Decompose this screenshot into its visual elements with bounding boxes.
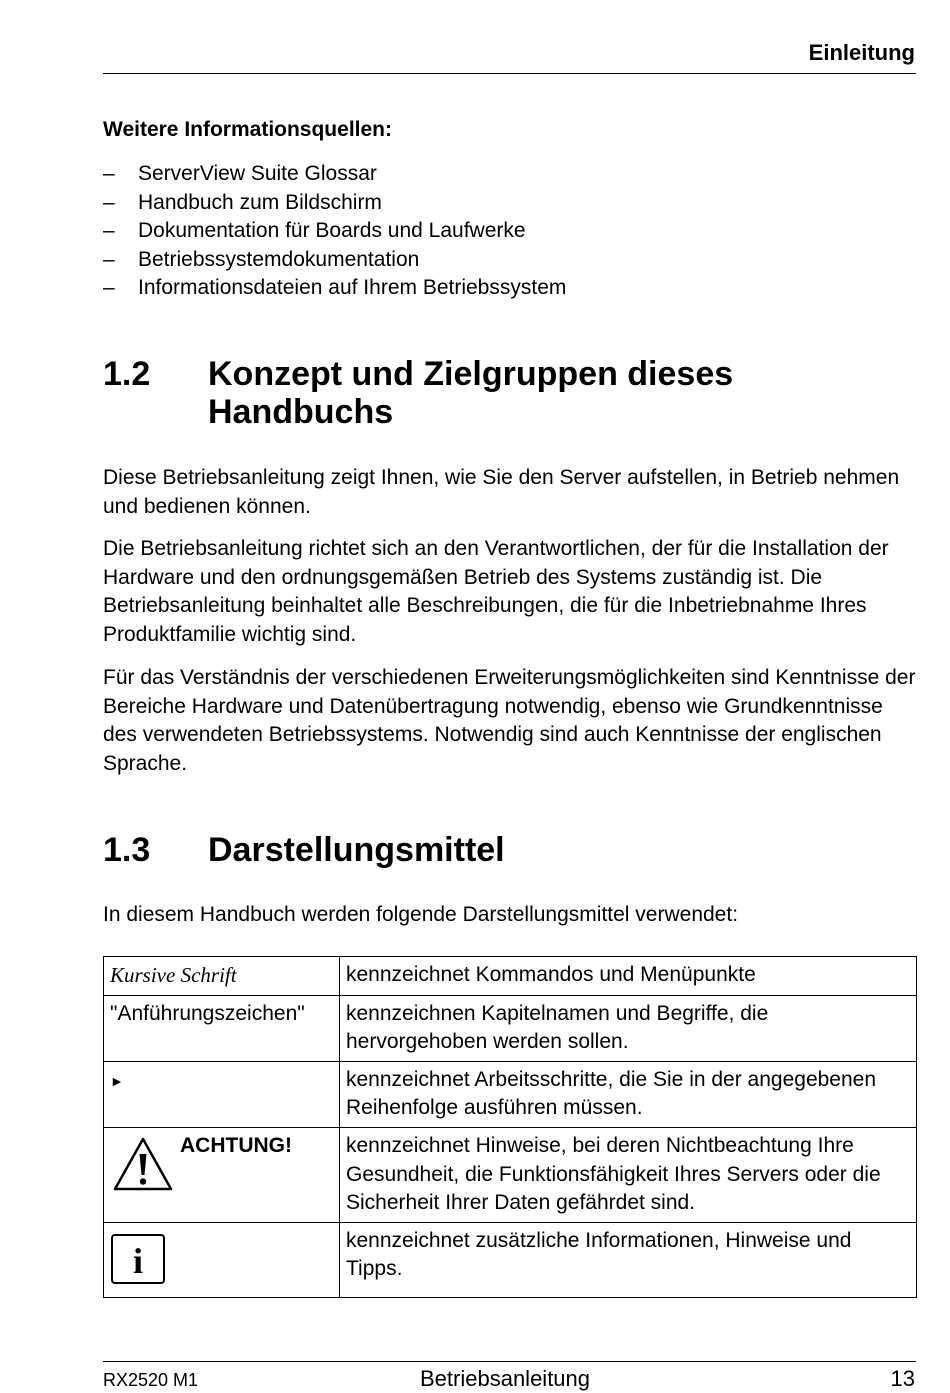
section-title-line: Handbuchs xyxy=(208,393,394,431)
sources-heading: Weitere Informationsquellen: xyxy=(103,118,392,141)
table-row xyxy=(104,1061,917,1127)
table-cell-description: kennzeichnet zusätzliche Informationen, Hinweise und Tipps. xyxy=(340,1222,917,1298)
table-cell-description: kennzeichnet Hinweise, bei deren Nichtbeachtung Ihre Gesundheit, die Funktionsfähigkeit Ihres Servers oder die Sicherheit Ihrer Daten gefährdet sind. xyxy=(340,1127,917,1222)
section-intro: In diesem Handbuch werden folgende Darstellungsmittel verwendet: xyxy=(103,903,739,926)
list-item-text: Dokumentation für Boards und Laufwerke xyxy=(138,219,526,243)
warning-label: ACHTUNG! xyxy=(180,1133,292,1157)
svg-text:i: i xyxy=(132,1240,144,1281)
table-cell-symbol xyxy=(104,957,340,996)
table-cell-description: kennzeichnet Arbeitsschritte, die Sie in der angegebenen Reihenfolge ausführen müssen. xyxy=(340,1061,917,1127)
list-item-text: Handbuch zum Bildschirm xyxy=(138,190,382,214)
list-bullet: – xyxy=(103,219,115,243)
list-item-text: Informationsdateien auf Ihrem Betriebssystem xyxy=(138,276,567,300)
list-item-text: Betriebssystemdokumentation xyxy=(138,247,420,271)
list-bullet: – xyxy=(103,162,115,185)
warning-triangle-icon xyxy=(112,1136,174,1192)
paragraph: Diese Betriebsanleitung zeigt Ihnen, wie Sie den Server aufstellen, in Betrieb nehmen und bedienen können. xyxy=(103,466,900,518)
table-cell-description: kennzeichnet Kommandos und Menüpunkte xyxy=(340,957,917,996)
section-title: Darstellungsmittel xyxy=(208,831,505,869)
list-bullet: – xyxy=(103,276,115,300)
list-item xyxy=(103,246,566,275)
list-item xyxy=(103,160,566,189)
list-item xyxy=(103,274,566,303)
page-number: 13 xyxy=(890,1366,915,1391)
table-cell-symbol xyxy=(104,1222,340,1298)
footer-model: RX2520 M1 xyxy=(103,1370,199,1390)
list-item xyxy=(103,217,566,246)
list-item xyxy=(103,189,566,218)
paragraph: Die Betriebsanleitung richtet sich an den Verantwortlichen, der für die Installation der Hardware und den ordnungsgemäßen Betrieb des Systems zuständig ist. Die Betriebsanleitung beinhaltet alle Beschreibungen, die für die Inbetriebnahme Ihres Produktfamilie wichtig sind. xyxy=(103,537,889,646)
footer-rule xyxy=(103,1361,916,1362)
table-cell-description: kennzeichnen Kapitelnamen und Begriffe, die hervorgehoben werden sollen. xyxy=(340,995,917,1061)
table-cell-symbol xyxy=(104,1127,340,1222)
list-bullet: – xyxy=(103,190,115,214)
section-title xyxy=(208,355,733,431)
conventions-table xyxy=(103,956,917,1298)
paragraph: Für das Verständnis der verschiedenen Erweiterungsmöglichkeiten sind Kenntnisse der Bereiche Hardware und Datenübertragung notwendig, ebenso wie Grundkenntnisse des verwendeten Betriebssystems. Notwendig sind auch Kenntnisse der englischen Sprache. xyxy=(103,666,916,775)
section-title-line: Konzept und Zielgruppen dieses xyxy=(208,355,734,393)
footer-doc-title: Betriebsanleitung xyxy=(420,1366,591,1391)
arrow-right-icon: ► xyxy=(110,1072,124,1089)
table-row xyxy=(104,995,917,1061)
info-icon xyxy=(110,1233,166,1285)
sources-list xyxy=(103,160,566,303)
table-cell-symbol: "Anführungszeichen" xyxy=(104,995,340,1061)
section-number: 1.3 xyxy=(103,831,151,869)
list-bullet: – xyxy=(103,247,115,271)
running-header-title: Einleitung xyxy=(808,40,915,65)
italic-sample: Kursive Schrift xyxy=(110,963,237,987)
section-number: 1.2 xyxy=(103,355,151,393)
header-rule xyxy=(103,73,916,74)
list-item-text: ServerView Suite Glossar xyxy=(138,162,377,185)
table-row xyxy=(104,1222,917,1298)
table-row xyxy=(104,957,917,996)
table-row xyxy=(104,1127,917,1222)
table-cell-symbol xyxy=(104,1061,340,1127)
